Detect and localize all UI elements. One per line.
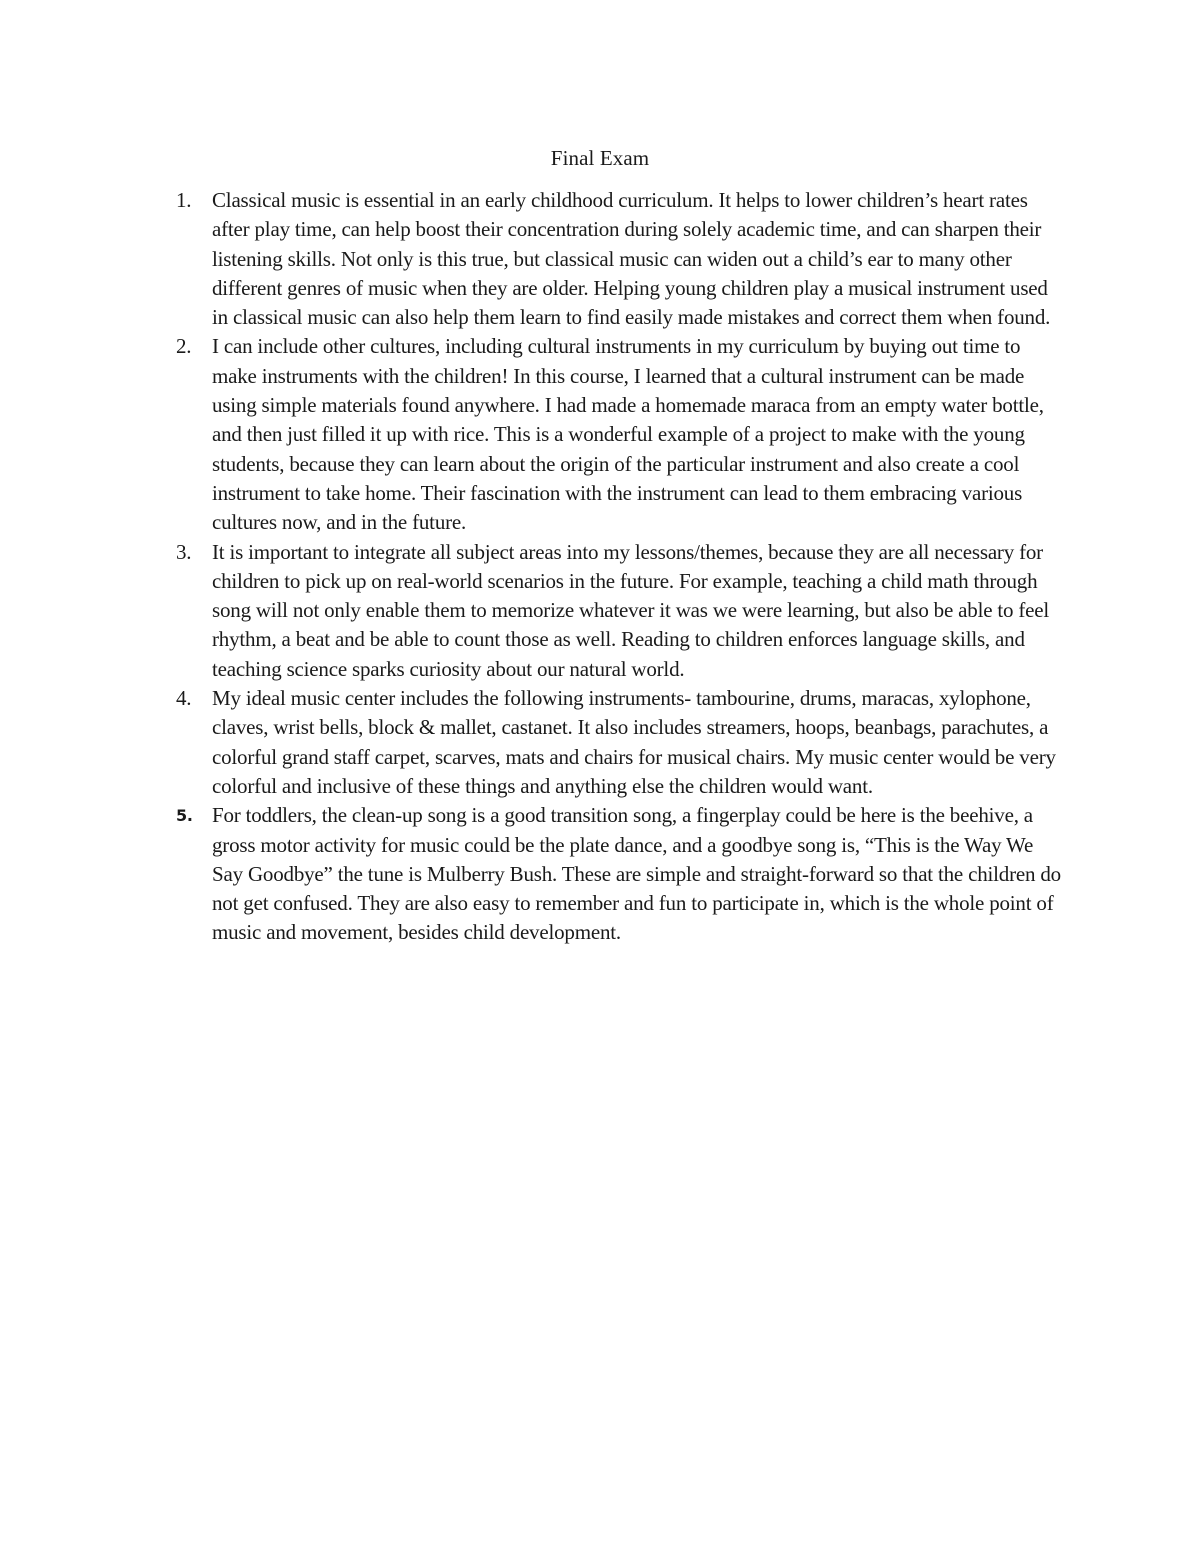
answer-number: 5. [176,806,193,826]
answer-number: 1. [176,188,192,212]
answer-number: 2. [176,334,192,359]
answer-item-1 [176,186,1066,332]
answer-item-5 [176,801,1066,947]
answer-text: It is important to integrate all subject areas into my lessons/themes, because they are all necessary for children to pick up on real-world scenarios in the future. For example, teaching a child math through song will not only enable them to memorize whatever it was we were learning, but also be able to feel rhythm, a beat and be able to count those as well. Reading to children enforces language skills, and teaching science sparks curiosity about our natural world. [212,539,1050,681]
answer-item-4 [176,684,1066,801]
answer-text: My ideal music center includes the following instruments- tambourine, drums, maracas, xylophone, claves, wrist bells, block & mallet, castanet. It also includes streamers, hoops, beanbags, parachutes, a colorful grand staff carpet, scarves, mats and chairs for musical chairs. My music center would be very colorful and inclusive of these things and anything else the children would want. [212,686,1056,798]
document-title: Final Exam [550,146,650,170]
answer-number: 4. [176,686,192,711]
answer-number: 3. [176,539,192,564]
answer-item-2 [176,332,1066,537]
answer-text: For toddlers, the clean-up song is a good transition song, a fingerplay could be here is the beehive, a gross motor activity for music could be the plate dance, and a goodbye song is, “This is the Way We Say Goodbye” the tune is Mulberry Bush. These are simple and straight-forward so that the children do not get confused. They are also easy to remember and fun to participate in, which is the whole point of music and movement, besides child development. [212,803,1061,945]
answer-text: I can include other cultures, including cultural instruments in my curriculum by buying out time to make instruments with the children! In this course, I learned that a cultural instrument can be made using simple materials found anywhere. I had made a homemade maraca from an empty water bottle, and then just filled it up with rice. This is a wonderful example of a project to make with the young students, because they can learn about the origin of the particular instrument and also create a cool instrument to take home. Their fascination with the instrument can lead to them embracing various cultures now, and in the future. [212,334,1044,535]
answer-item-3 [176,538,1066,684]
answer-text: Classical music is essential in an early childhood curriculum. It helps to lower children’s heart rates after play time, can help boost their concentration during solely academic time, and can sharpen their listening skills. Not only is this true, but classical music can widen out a child’s ear to many other different genres of music when they are older. Helping young children play a musical instrument used in classical music can also help them learn to find easily made mistakes and correct them when found. [212,188,1051,330]
answer-list [176,186,1066,948]
